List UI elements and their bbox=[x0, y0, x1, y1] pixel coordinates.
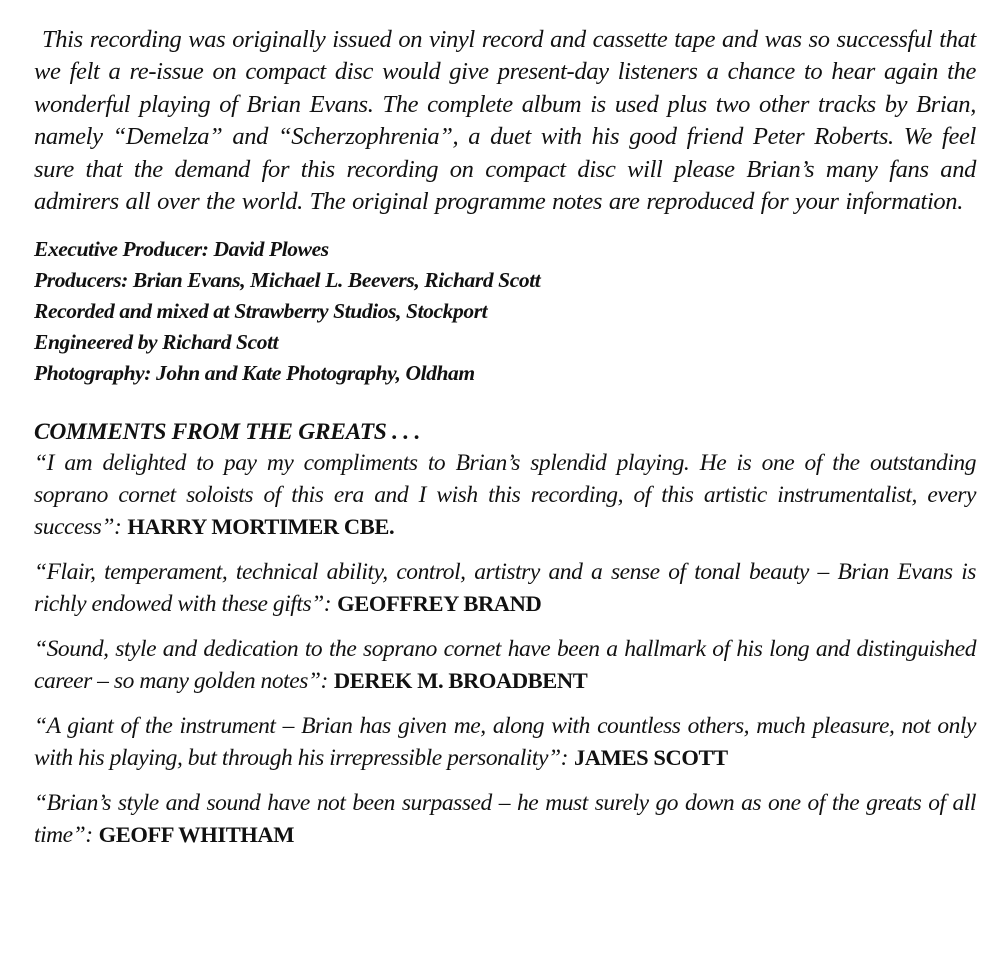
quotes-list bbox=[34, 448, 976, 852]
credit-producers: Producers: Brian Evans, Michael L. Beevers, Richard Scott bbox=[34, 268, 541, 293]
quote-author: JAMES SCOTT bbox=[573, 745, 728, 771]
quote-james-scott bbox=[34, 711, 976, 775]
quote-harry-mortimer bbox=[34, 448, 976, 544]
credit-photography: Photography: John and Kate Photography, Oldham bbox=[34, 361, 475, 386]
comments-heading: COMMENTS FROM THE GREATS . . . bbox=[34, 419, 421, 446]
quote-author: HARRY MORTIMER CBE. bbox=[127, 514, 395, 540]
quote-text: “Flair, temperament, technical ability, control, artistry and a sense of tonal beauty – Brian Evans is richly endowed with these gifts”: bbox=[34, 558, 976, 618]
credits-list bbox=[34, 234, 976, 389]
quote-author: DEREK M. BROADBENT bbox=[333, 668, 588, 694]
quote-text: “Brian’s style and sound have not been surpassed – he must surely go down as one of the greats of all time”: bbox=[34, 789, 976, 849]
quote-text: “Sound, style and dedication to the soprano cornet have been a hallmark of his long and distinguished career – so many golden notes”: bbox=[34, 635, 976, 695]
quote-derek-broadbent bbox=[34, 634, 976, 698]
quote-author: GEOFFREY BRAND bbox=[337, 591, 542, 617]
quote-author: GEOFF WHITHAM bbox=[98, 822, 295, 848]
quote-geoffrey-brand bbox=[34, 557, 976, 621]
quote-text: “A giant of the instrument – Brian has given me, along with countless others, much pleasure, not only with his playing, but through his irrepressible personality”: bbox=[34, 712, 976, 772]
quote-text: “I am delighted to pay my compliments to Brian’s splendid playing. He is one of the outstanding soprano cornet soloists of this era and I wish this recording, of this artistic instrumentalist, every success”: bbox=[34, 450, 976, 541]
quote-geoff-whitham bbox=[34, 788, 976, 852]
intro-paragraph: This recording was originally issued on vinyl record and cassette tape and was so successful that we felt a re-issue on compact disc would give present-day listeners a chance to hear again the wonderful playing of Brian Evans. The complete album is used plus two other tracks by Brian, namely “Demelza” and “Scherzophrenia”, a duet with his good friend Peter Roberts. We feel sure that the demand for this recording on compact disc will please Brian’s many fans and admirers all over the world. The original programme notes are reproduced for your information. bbox=[34, 26, 976, 216]
credit-executive-producer: Executive Producer: David Plowes bbox=[34, 237, 329, 262]
credit-engineered: Engineered by Richard Scott bbox=[34, 330, 279, 355]
credit-recorded-mixed: Recorded and mixed at Strawberry Studios, Stockport bbox=[34, 299, 488, 324]
